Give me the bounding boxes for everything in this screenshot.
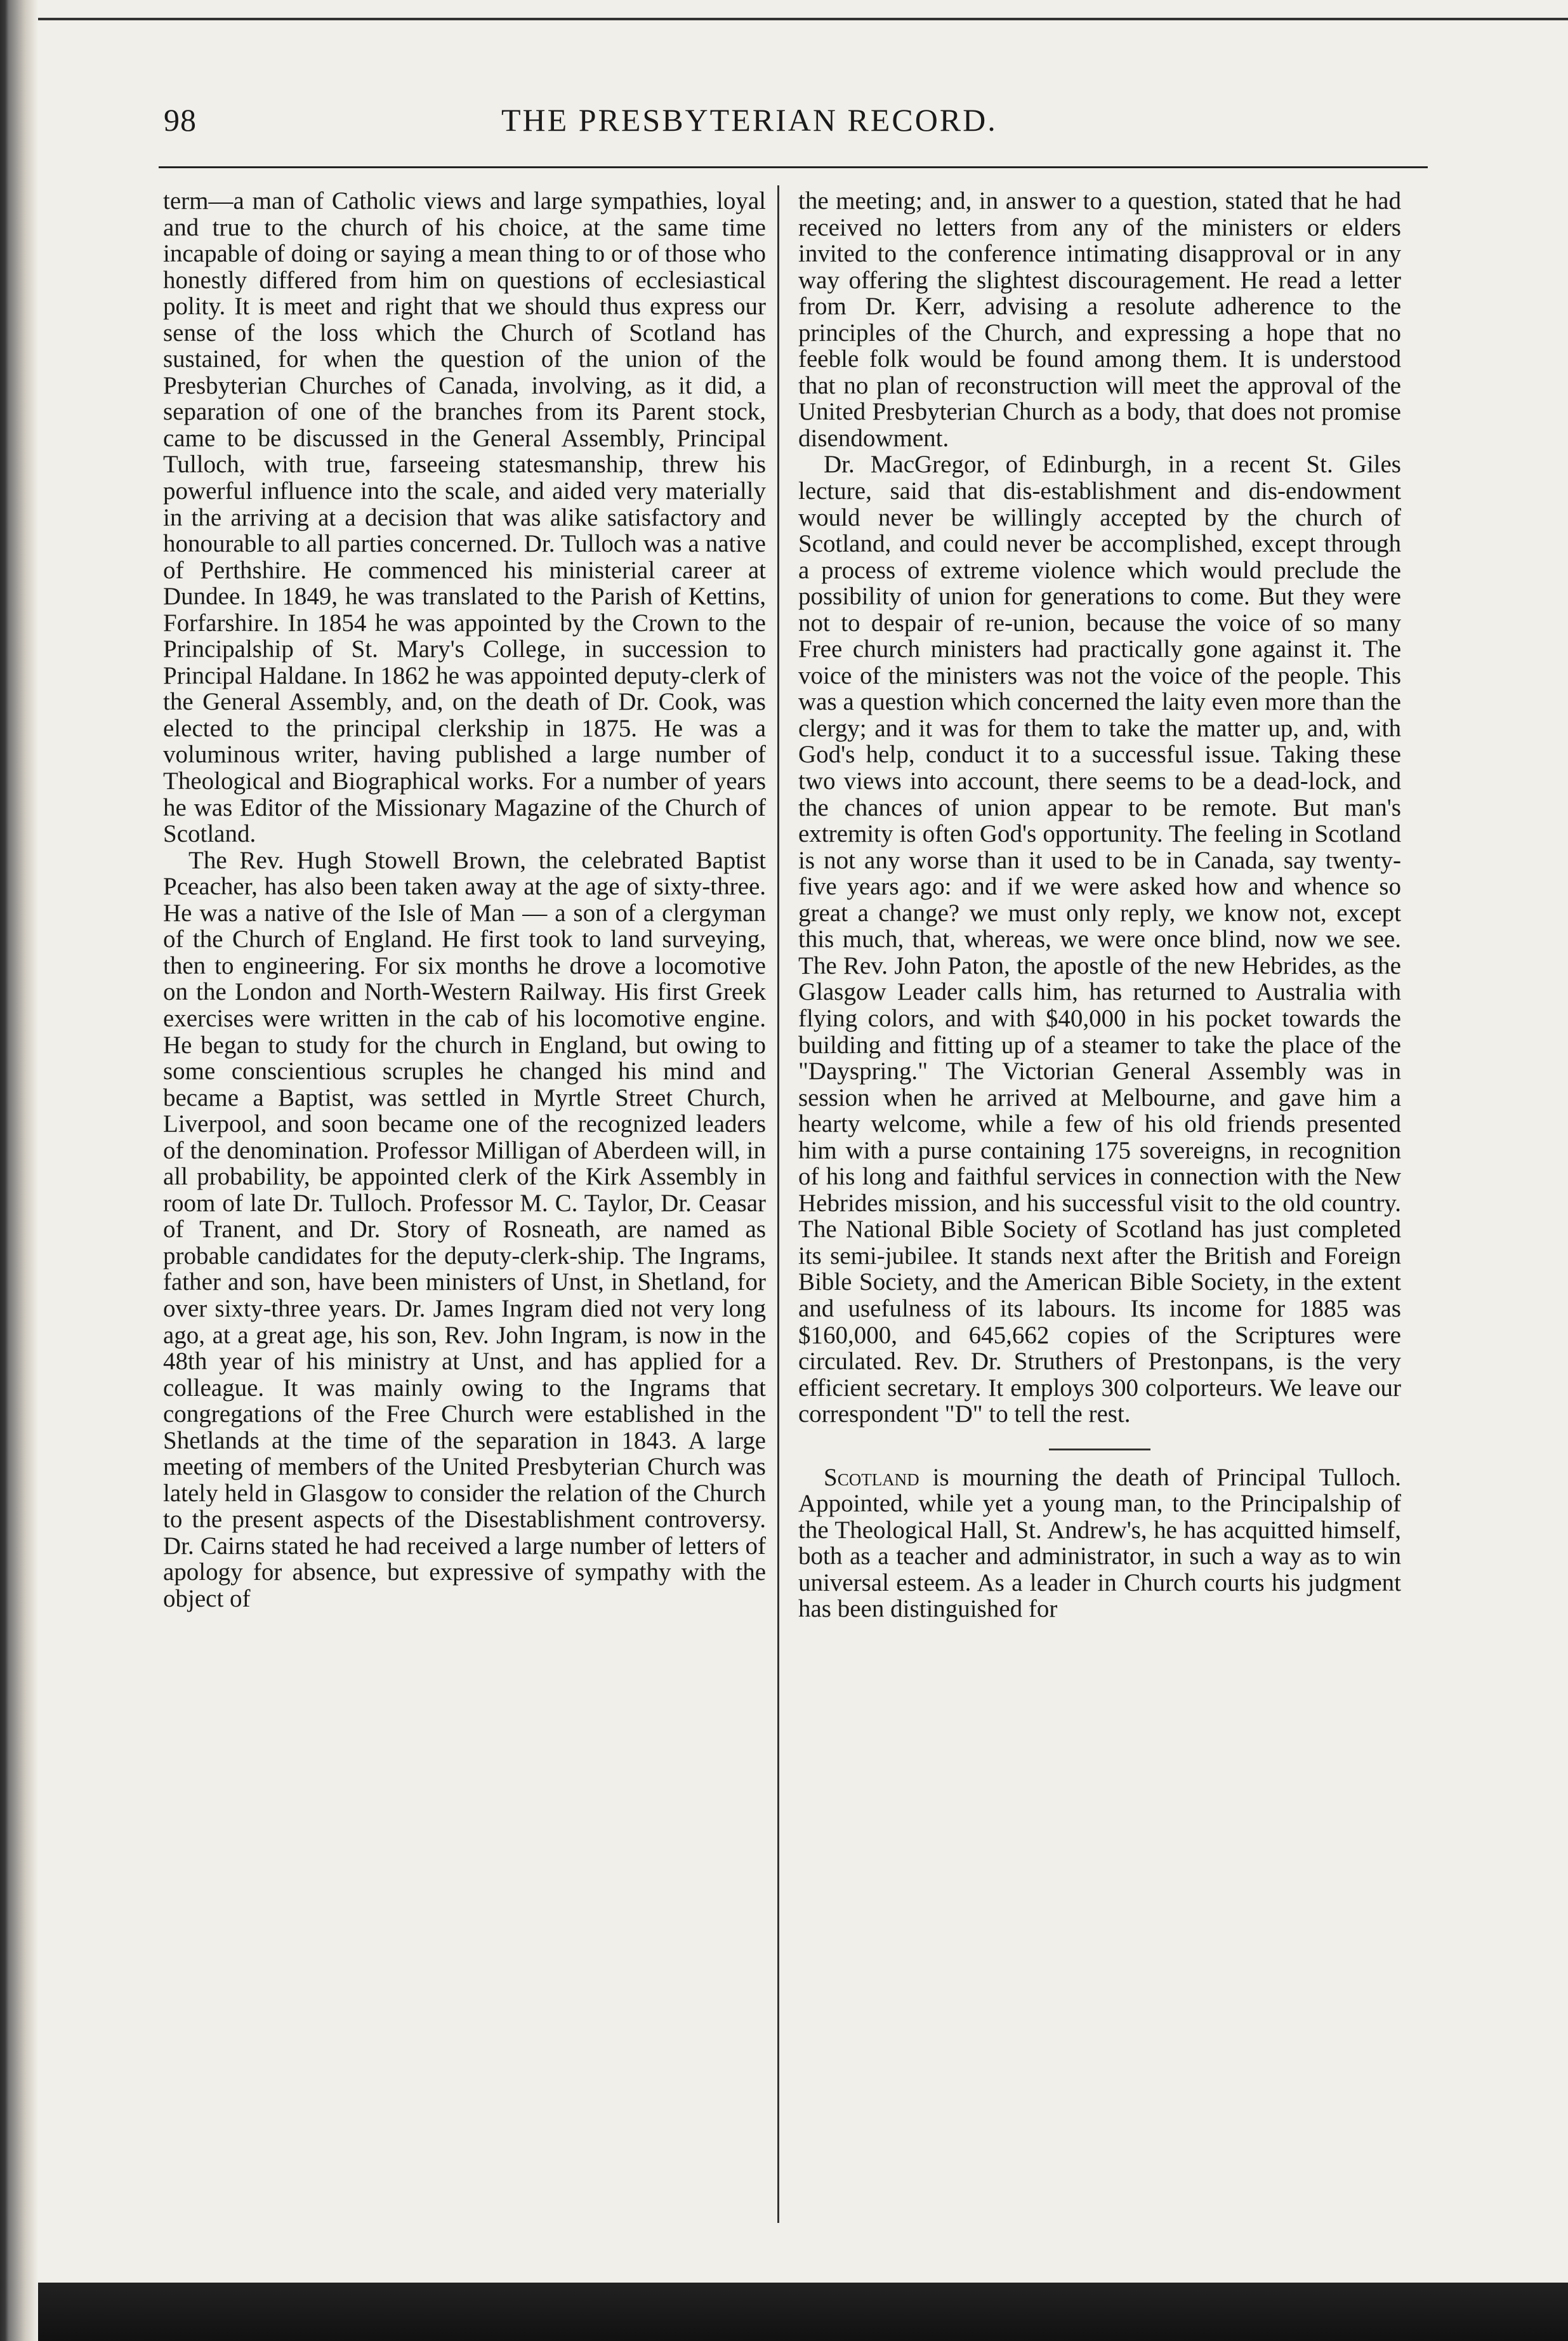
header-rule (159, 166, 1428, 168)
smallcaps-lead: Scotland (824, 1463, 919, 1491)
right-paragraph-2: Dr. MacGregor, of Edinburgh, in a recent St. Giles lecture, said that dis-establishment and dis-endowment would never be willingly accepted by the church of Scotland, and could never be accomplished, except through a process of extreme violence which would preclude the possibility of union for generations to come. But they were not to despair of re-union, because the voice of so many Free church ministers had practically gone against it. The voice of the ministers was not the voice of the people. This was a question which concerned the laity even more than the clergy; and it was for them to take the matter up, and, with God's help, conduct it to a successful issue. Taking these two views into account, there seems to be a dead-lock, and the chances of union appear to be remote. But man's extremity is often God's opportunity. The feeling in Scotland is not any worse than it used to be in Canada, say twenty-five years ago: and if we were asked how and whence so great a change? we must only reply, we know not, except this much, that, whereas, we were once blind, now we see. The Rev. John Paton, the apostle of the new Hebrides, as the Glasgow Leader calls him, has returned to Australia with flying colors, and with $40,000 in his pocket towards the building and fitting up of a steamer to take the place of the "Dayspring." The Victorian General Assembly was in session when he arrived at Melbourne, and gave him a hearty welcome, while a few of his old friends presented him with a purse containing 175 sovereigns, in recognition of his long and faithful services in connection with the New Hebrides mission, and his successful visit to the old country. The National Bible Society of Scotland has just completed its semi-jubilee. It stands next after the British and Foreign Bible Society, and the American Bible Society, in the extent and usefulness of its labours. Its income for 1885 was $160,000, and 645,662 copies of the Scriptures were circulated. Rev. Dr. Struthers of Prestonpans, is the very efficient secretary. It employs 300 colporteurs. We leave our correspondent "D" to tell the rest. (798, 451, 1401, 1428)
column-rule (777, 185, 779, 2223)
left-paragraph-2: The Rev. Hugh Stowell Brown, the celebrated Baptist Pceacher, has also been taken away at the age of sixty-three. He was a native of the Isle of Man — a son of a clergyman of the Church of England. He first took to land surveying, then to engineering. For six months he drove a locomotive on the London and North-Western Railway. His first Greek exercises were written in the cab of his locomotive engine. He began to study for the church in England, but owing to some conscientious scruples he changed his mind and became a Baptist, was settled in Myrtle Street Church, Liverpool, and soon became one of the recognized leaders of the denomination. Professor Milligan of Aberdeen will, in all probability, be appointed clerk of the Kirk Assembly in room of late Dr. Tulloch. Professor M. C. Taylor, Dr. Ceasar of Tranent, and Dr. Story of Rosneath, are named as probable candidates for the deputy-clerk-ship. The Ingrams, father and son, have been ministers of Unst, in Shetland, for over sixty-three years. Dr. James Ingram died not very long ago, at a great age, his son, Rev. John Ingram, is now in the 48th year of his ministry at Unst, and has applied for a colleague. It was mainly owing to the Ingrams that congregations of the Free Church were established in the Shetlands at the time of the separation in 1843. A large meeting of members of the United Presbyterian Church was lately held in Glasgow to consider the relation of the Church to the present aspects of the Disestablishment controversy. Dr. Cairns stated he had received a large number of letters of apology for absence, but expressive of sympathy with the object of (163, 846, 766, 1612)
scan-edge-top (38, 18, 1568, 20)
left-column (163, 188, 766, 1612)
scan-edge-bottom (38, 2283, 1568, 2341)
right-column (798, 188, 1401, 1622)
right-paragraph-3 (798, 1464, 1401, 1622)
running-title: THE PRESBYTERIAN RECORD. (501, 102, 998, 138)
page-number: 98 (164, 102, 197, 138)
left-paragraph-1: term—a man of Catholic views and large sympathies, loyal and true to the church of his choice, at the same time incapable of doing or saying a mean thing to or of those who honestly differed from him on questions of ecclesiastical polity. It is meet and right that we should thus express our sense of the loss which the Church of Scotland has sustained, for when the question of the union of the Presbyterian Churches of Canada, involving, as it did, a separation of one of the branches from its Parent stock, came to be discussed in the General Assembly, Principal Tulloch, with true, farseeing statesmanship, threw his powerful influence into the scale, and aided very materially in the arriving at a decision that was alike satisfactory and honourable to all parties concerned. Dr. Tulloch was a native of Perthshire. He commenced his ministerial career at Dundee. In 1849, he was translated to the Parish of Kettins, Forfarshire. In 1854 he was appointed by the Crown to the Principalship of St. Mary's College, in succession to Principal Haldane. In 1862 he was appointed deputy-clerk of the General Assembly, and, on the death of Dr. Cook, was elected to the principal clerkship in 1875. He was a voluminous writer, having published a large number of Theological and Biographical works. For a number of years he was Editor of the Missionary Magazine of the Church of Scotland. (163, 187, 766, 848)
right-paragraph-1: the meeting; and, in answer to a question, stated that he had received no letters from any of the ministers or elders invited to the conference intimating disapproval or in any way offering the slightest discouragement. He read a letter from Dr. Kerr, advising a resolute adherence to the principles of the Church, and expressing a hope that no feeble folk would be found among them. It is understood that no plan of reconstruction will meet the approval of the United Presbyterian Church as a body, that does not promise disendowment. (798, 187, 1401, 452)
paragraph-text: is mourning the death of Principal Tulloch. Appointed, while yet a young man, to the Principalship of the Theological Hall, St. Andrew's, he has acquitted himself, both as a teacher and administrator, in such a way as to win universal esteem. As a leader in Church courts his judgment has been distinguished for (798, 1463, 1401, 1623)
section-rule (1049, 1449, 1150, 1450)
scan-edge-left (0, 0, 38, 2341)
